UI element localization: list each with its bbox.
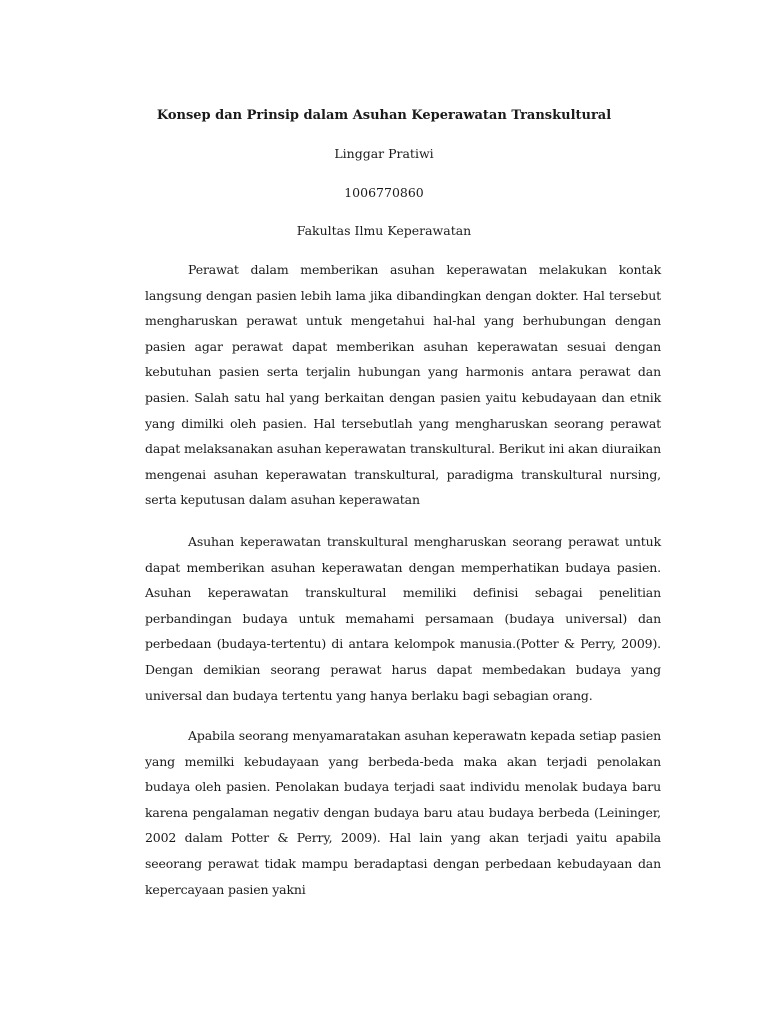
author-name: Linggar Pratiwi bbox=[334, 146, 434, 161]
student-id: 1006770860 bbox=[344, 185, 424, 200]
body-paragraph-2: Asuhan keperawatan transkultural mengharuskan seorang perawat untuk dapat memberikan asuhan keperawatan dengan memperhatikan budaya pasien. Asuhan keperawatan transkultural memiliki definisi sebagai penelitian perbandingan budaya untuk memahami persamaan (budaya universal) dan perbedaan (budaya-tertentu) di antara kelompok manusia.(Potter & Perry, 2009). Dengan demikian seorang perawat harus dapat membedakan budaya yang universal dan budaya tertentu yang hanya berlaku bagi sebagian orang. bbox=[145, 534, 661, 703]
body-paragraph-1: Perawat dalam memberikan asuhan keperawatan melakukan kontak langsung dengan pasien lebih lama jika dibandingkan dengan dokter. Hal tersebut mengharuskan perawat untuk mengetahui hal-hal yang berhubungan dengan pasien agar perawat dapat memberikan asuhan keperawatan sesuai dengan kebutuhan pasien serta terjalin hubungan yang harmonis antara perawat dan pasien. Salah satu hal yang berkaitan dengan pasien yaitu kebudayaan dan etnik yang dimilki oleh pasien. Hal tersebutlah yang mengharuskan seorang perawat dapat melaksanakan asuhan keperawatan transkultural. Berikut ini akan diuraikan mengenai asuhan keperawatan transkultural, paradigma transkultural nursing, serta keputusan dalam asuhan keperawatan bbox=[145, 262, 661, 508]
faculty-name: Fakultas Ilmu Keperawatan bbox=[296, 223, 472, 238]
body-paragraph-3: Apabila seorang menyamaratakan asuhan keperawatn kepada setiap pasien yang memilki kebudayaan yang berbeda-beda maka akan terjadi penolakan budaya oleh pasien. Penolakan budaya terjadi saat individu menolak budaya baru karena pengalaman negativ dengan budaya baru atau budaya berbeda (Leininger, 2002 dalam Potter & Perry, 2009). Hal lain yang akan terjadi yaitu apabila seeorang perawat tidak mampu beradaptasi dengan perbedaan kebudayaan dan kepercayaan pasien yakni bbox=[145, 728, 661, 897]
document-title: Konsep dan Prinsip dalam Asuhan Keperawatan Transkultural bbox=[156, 108, 612, 123]
